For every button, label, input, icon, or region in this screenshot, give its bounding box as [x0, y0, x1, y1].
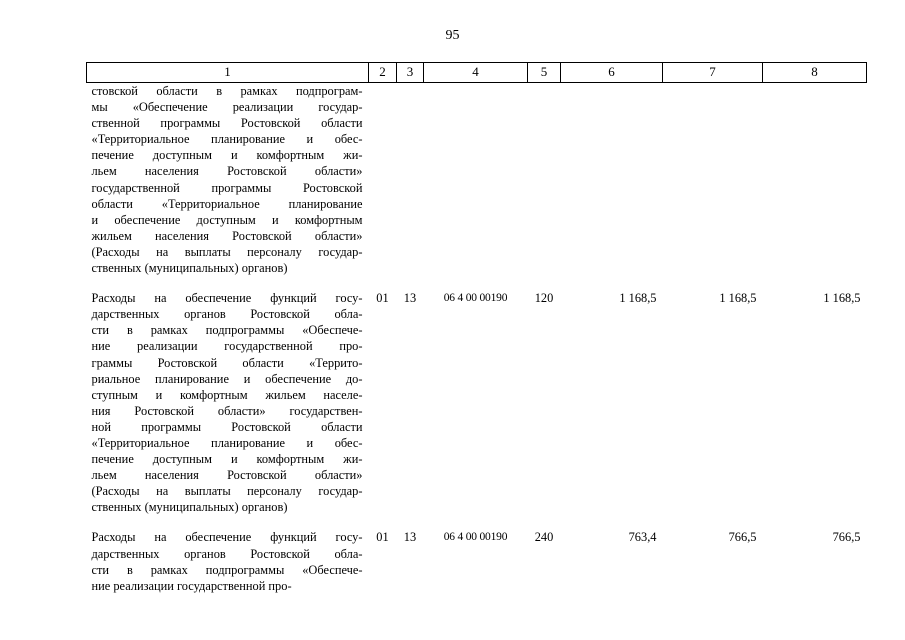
- description-line: сти в рамках подпрограммы «Обеспече-: [91, 562, 363, 577]
- budget-table: [86, 62, 867, 594]
- cell-subsection: [397, 83, 424, 277]
- cell-section: [369, 83, 397, 277]
- description-line: (Расходы на выплаты персоналу государ-: [91, 484, 363, 499]
- table-row: [87, 290, 867, 515]
- cell-amount-col7: 1 168,5: [719, 291, 757, 306]
- description-line: печение доступным и комфортным жи-: [91, 452, 363, 467]
- description-line: ние реализации государственной про-: [91, 339, 363, 354]
- table-row: [87, 529, 867, 593]
- description-line: ной программы Ростовской области: [91, 419, 363, 434]
- cell-section: 01: [376, 291, 389, 306]
- cell-target-code: [424, 83, 528, 277]
- cell-amount-col7: 766,5: [728, 530, 757, 545]
- column-header-7: 7: [663, 63, 763, 83]
- description-line: льем населения Ростовской области»: [91, 468, 363, 483]
- cell-amount-col6: 1 168,5: [619, 291, 657, 306]
- column-header-5: 5: [528, 63, 561, 83]
- description-line: ственной программы Ростовской области: [91, 116, 363, 131]
- cell-amount-col6: 763,4: [628, 530, 657, 545]
- cell-amount-col8: 1 168,5: [823, 291, 861, 306]
- description-line: ственных (муниципальных) органов): [91, 261, 288, 276]
- description-line: (Расходы на выплаты персоналу государ-: [91, 244, 363, 259]
- cell-target-code: 06 4 00 00190: [443, 531, 508, 544]
- table-row: [87, 83, 867, 277]
- cell-subsection: 13: [403, 291, 417, 306]
- column-header-4: 4: [424, 63, 528, 83]
- cell-target-code: 06 4 00 00190: [443, 292, 508, 305]
- description-line: ственных (муниципальных) органов): [91, 500, 288, 515]
- column-header-8: 8: [763, 63, 867, 83]
- cell-section: 01: [376, 530, 389, 545]
- description-line: мы «Обеспечение реализации государ-: [91, 100, 363, 115]
- column-header-6: 6: [561, 63, 663, 83]
- description-line: «Территориальное планирование и обес-: [91, 435, 363, 450]
- cell-subsection: 13: [403, 530, 417, 545]
- description-line: печение доступным и комфортным жи-: [91, 148, 363, 163]
- description-line: Расходы на обеспечение функций госу-: [91, 291, 363, 306]
- row-description: [87, 290, 369, 515]
- description-line: жильем населения Ростовской области»: [91, 228, 363, 243]
- description-line: «Территориальное планирование и обес-: [91, 132, 363, 147]
- table-header-row: [87, 63, 867, 83]
- description-line: льем населения Ростовской области»: [91, 164, 363, 179]
- cell-amount-col7: [663, 83, 763, 277]
- cell-expense-type: 240: [534, 530, 554, 545]
- cell-amount-col6: [561, 83, 663, 277]
- cell-amount-col8: [763, 83, 867, 277]
- cell-expense-type: 120: [534, 291, 554, 306]
- description-line: Расходы на обеспечение функций госу-: [91, 530, 363, 545]
- description-line: и обеспечение доступным и комфортным: [91, 212, 363, 227]
- row-description: [87, 83, 369, 277]
- cell-expense-type: [528, 83, 561, 277]
- page-number: 95: [445, 28, 460, 43]
- description-line: государственной программы Ростовской: [91, 180, 363, 195]
- description-line: стовской области в рамках подпрограм-: [91, 84, 363, 98]
- description-line: риальное планирование и обеспечение до-: [91, 371, 363, 386]
- row-description: [87, 529, 369, 593]
- column-header-1: 1: [87, 63, 369, 83]
- column-header-2: 2: [369, 63, 397, 83]
- description-line: области «Территориальное планирование: [91, 196, 363, 211]
- description-line: сти в рамках подпрограммы «Обеспече-: [91, 323, 363, 338]
- column-header-3: 3: [397, 63, 424, 83]
- cell-amount-col8: 766,5: [832, 530, 861, 545]
- description-line: ние реализации государственной про-: [91, 578, 292, 593]
- description-line: ния Ростовской области» государствен-: [91, 403, 363, 418]
- description-line: граммы Ростовской области «Террито-: [91, 355, 363, 370]
- description-line: ступным и комфортным жильем населе-: [91, 387, 363, 402]
- description-line: дарственных органов Ростовской обла-: [91, 546, 363, 561]
- description-line: дарственных органов Ростовской обла-: [91, 307, 363, 322]
